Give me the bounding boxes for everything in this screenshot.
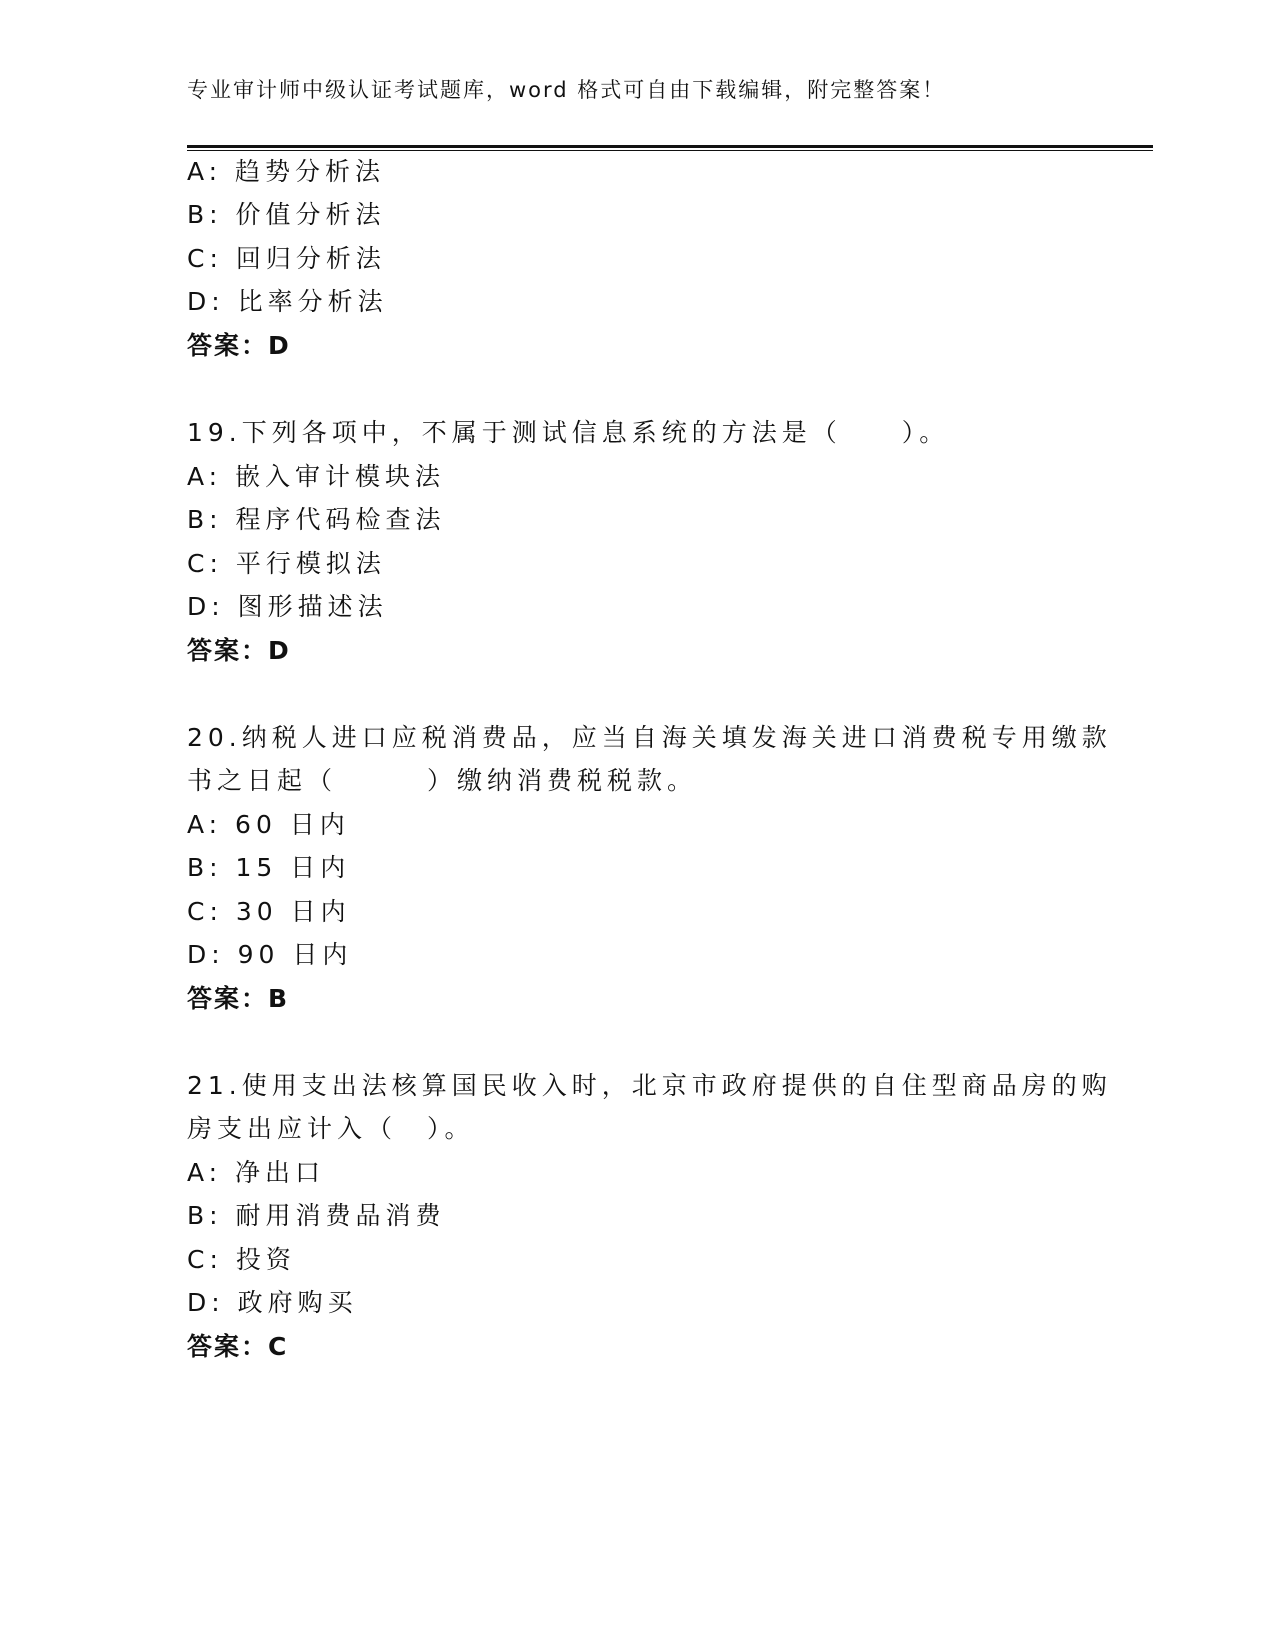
header-rule-thick (187, 145, 1153, 148)
q21-option-b: B: 耐用消费品消费 (187, 1201, 446, 1230)
q21-answer-label: 答案： (187, 1332, 269, 1361)
q18-answer (187, 330, 291, 362)
q21-answer (187, 1331, 288, 1363)
q20-option-d: D: 90 日内 (187, 940, 353, 969)
q19-answer-value: D (268, 636, 291, 665)
q18-answer-value: D (268, 331, 291, 360)
q18-option-a: A: 趋势分析法 (187, 157, 386, 186)
q19-question: 19.下列各项中，不属于测试信息系统的方法是（ ）。 (187, 418, 950, 447)
q20-answer-label: 答案： (187, 984, 269, 1013)
q20-answer (187, 983, 289, 1015)
q19-answer (187, 635, 291, 667)
q21-option-d: D: 政府购买 (187, 1288, 358, 1317)
q19-answer-label: 答案： (187, 636, 269, 665)
q20-option-a: A: 60 日内 (187, 810, 350, 839)
q21-question-line-2: 房支出应计入（ ）。 (187, 1114, 475, 1143)
q20-question-line-1: 20.纳税人进口应税消费品，应当自海关填发海关进口消费税专用缴款 (187, 723, 1112, 752)
q18-option-c: C: 回归分析法 (187, 244, 386, 273)
header-rule-thin (187, 150, 1153, 151)
q18-option-b: B: 价值分析法 (187, 200, 386, 229)
q20-option-b: B: 15 日内 (187, 853, 351, 882)
q20-question-line-2: 书之日起（ ）缴纳消费税税款。 (187, 766, 698, 795)
q21-option-c: C: 投资 (187, 1245, 296, 1274)
q19-option-d: D: 图形描述法 (187, 592, 388, 621)
q19-option-c: C: 平行模拟法 (187, 549, 386, 578)
q20-answer-value: B (268, 984, 290, 1013)
q19-option-a: A: 嵌入审计模块法 (187, 462, 446, 491)
q18-option-d: D: 比率分析法 (187, 287, 388, 316)
q21-answer-value: C (268, 1332, 289, 1361)
q18-answer-label: 答案： (187, 331, 269, 360)
page-header: 专业审计师中级认证考试题库，word 格式可自由下载编辑，附完整答案！ (187, 78, 946, 102)
q21-option-a: A: 净出口 (187, 1158, 326, 1187)
q20-option-c: C: 30 日内 (187, 897, 351, 926)
q21-question-line-1: 21.使用支出法核算国民收入时，北京市政府提供的自住型商品房的购 (187, 1071, 1112, 1100)
q19-option-b: B: 程序代码检查法 (187, 505, 446, 534)
